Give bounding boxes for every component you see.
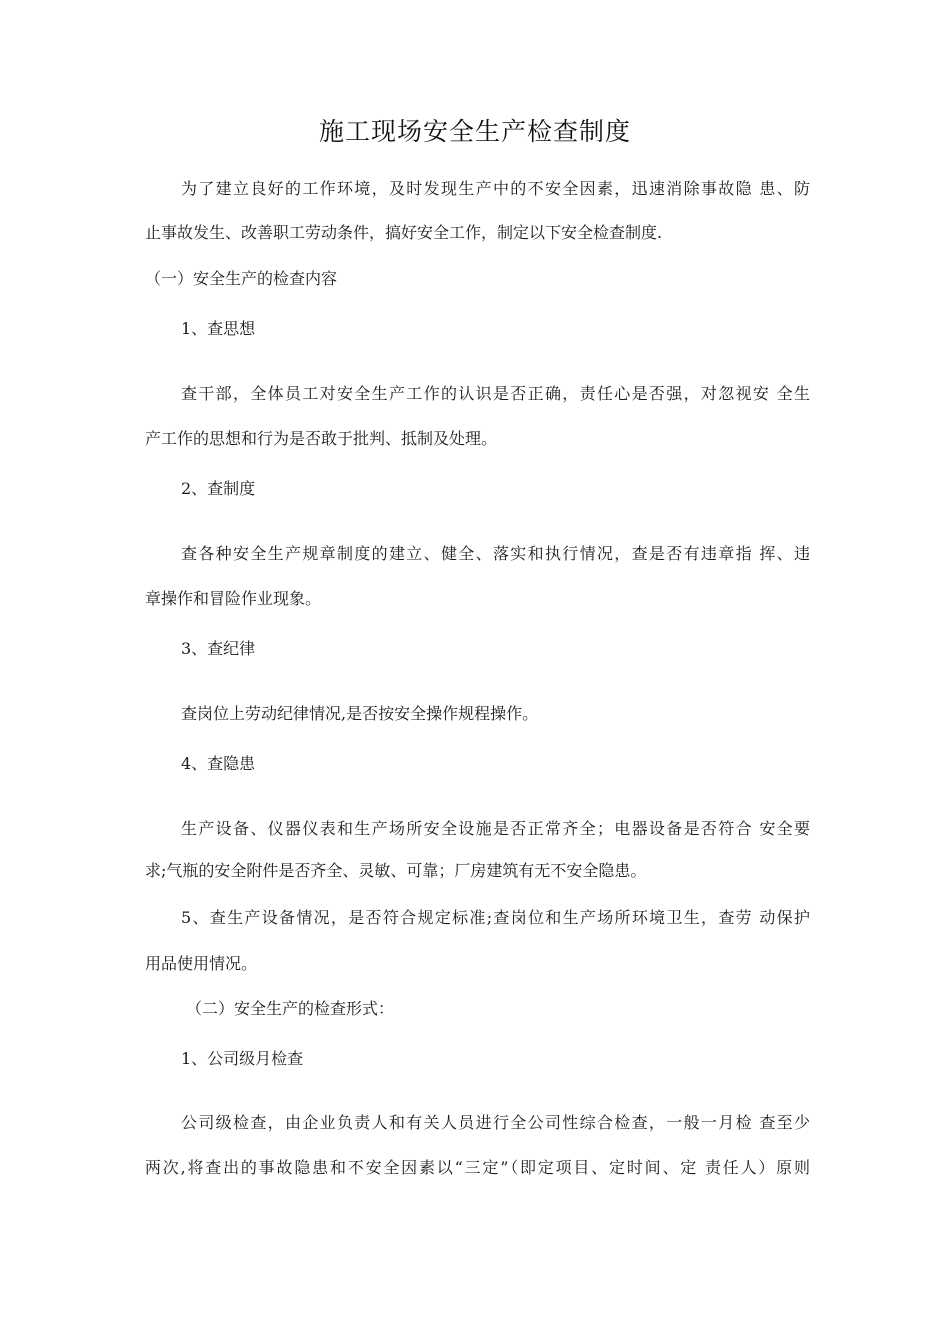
item-1-heading: 1、查思想 xyxy=(181,319,256,338)
item-5-line-1: 5、查生产设备情况，是否符合规定标准;查岗位和生产场所环境卫生，查劳 动保护 xyxy=(181,908,810,927)
section-1-heading: （一）安全生产的检查内容 xyxy=(145,269,338,288)
section-2-item-1-heading: 1、公司级月检查 xyxy=(181,1049,304,1068)
item-2-line-2: 章操作和冒险作业现象。 xyxy=(145,589,322,608)
item-2-line-1: 查各种安全生产规章制度的建立、健全、落实和执行情况，查是否有违章指 挥、违 xyxy=(181,544,810,563)
section-2-heading: （二）安全生产的检查形式： xyxy=(186,999,395,1018)
intro-line-2: 止事故发生、改善职工劳动条件，搞好安全工作，制定以下安全检查制度. xyxy=(145,223,663,242)
intro-line-1: 为了建立良好的工作环境，及时发现生产中的不安全因素，迅速消除事故隐 患、防 xyxy=(181,179,810,198)
item-1-line-2: 产工作的思想和行为是否敢于批判、抵制及处理。 xyxy=(145,429,498,448)
item-1-line-1: 查干部，全体员工对安全生产工作的认识是否正确，责任心是否强，对忽视安 全生 xyxy=(181,384,810,403)
section-2-item-1-line-2: 两次,将查出的事故隐患和不安全因素以“三定”（即定项目、定时间、定 责任人）原则 xyxy=(145,1158,810,1177)
item-3-heading: 3、查纪律 xyxy=(181,639,256,658)
item-4-line-1: 生产设备、仪器仪表和生产场所安全设施是否正常齐全；电器设备是否符合 安全要 xyxy=(181,819,810,838)
item-2-heading: 2、查制度 xyxy=(181,479,256,498)
item-4-heading: 4、查隐患 xyxy=(181,754,256,773)
section-2-item-1-line-1: 公司级检查，由企业负责人和有关人员进行全公司性综合检查，一般一月检 查至少 xyxy=(181,1113,810,1132)
item-4-line-2: 求;气瓶的安全附件是否齐全、灵敏、可靠；厂房建筑有无不安全隐患。 xyxy=(145,861,647,880)
item-5-line-2: 用品使用情况。 xyxy=(145,954,258,973)
item-3-line-1: 查岗位上劳动纪律情况,是否按安全操作规程操作。 xyxy=(181,704,539,723)
document-title: 施工现场安全生产检查制度 xyxy=(318,117,631,146)
